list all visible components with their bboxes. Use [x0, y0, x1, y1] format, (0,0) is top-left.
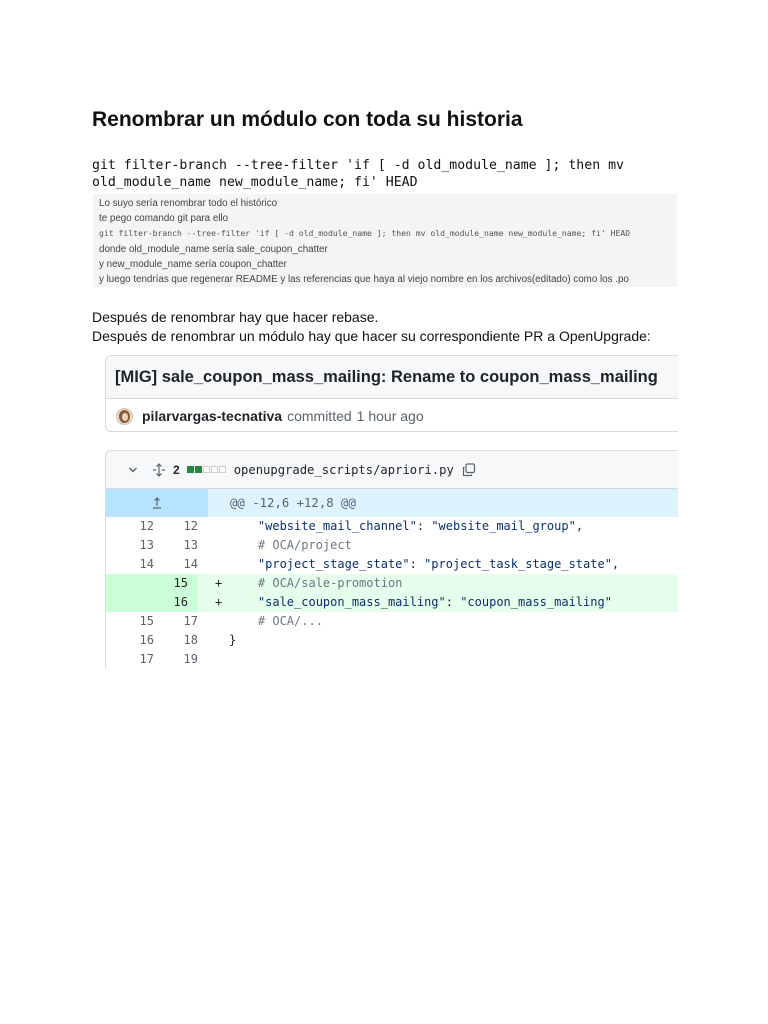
chat-line-code: git filter-branch --tree-filter 'if [ -d old_module_name ]; then mv old_module_name new_module_name; fi' HEAD — [99, 228, 631, 239]
diff-sign — [215, 650, 229, 668]
code-line: "sale_coupon_mass_mailing": "coupon_mass_mailing" — [257, 595, 612, 609]
change-count: 2 — [173, 462, 180, 477]
command-line: old_module_name new_module_name; fi' HEAD — [92, 175, 418, 190]
old-line-number[interactable]: 15 — [139, 614, 154, 628]
diff-sign: + — [215, 576, 223, 590]
hunk-range: @@ -12,6 +12,8 @@ — [230, 496, 356, 510]
committed-label: committed — [287, 408, 352, 424]
old-line-number[interactable]: 16 — [139, 633, 154, 647]
diff-line — [106, 612, 678, 631]
expand-up-button[interactable] — [106, 489, 208, 517]
new-line-number[interactable]: 13 — [183, 538, 198, 552]
diff-file-header — [106, 451, 678, 489]
old-line-number[interactable]: 17 — [139, 652, 154, 666]
new-line-number[interactable]: 18 — [183, 633, 198, 647]
body-text — [92, 308, 712, 345]
paragraph: Después de renombrar hay que hacer rebase. — [92, 309, 379, 325]
code-line: } — [229, 633, 237, 647]
new-line-number[interactable]: 19 — [183, 652, 198, 666]
diff-sign — [215, 612, 229, 631]
commit-card — [105, 355, 678, 432]
diff-line-added — [106, 593, 678, 612]
code-line: "website_mail_channel": "website_mail_group", — [257, 519, 584, 533]
diff-sign — [215, 555, 229, 574]
new-line-number[interactable]: 12 — [183, 519, 198, 533]
new-line-number[interactable]: 16 — [154, 593, 198, 612]
diff-line — [106, 536, 678, 555]
diff-sign — [215, 631, 229, 650]
hunk-header — [106, 489, 678, 517]
diff-line — [106, 517, 678, 536]
commit-author[interactable]: pilarvargas-tecnativa — [142, 408, 283, 424]
new-line-number[interactable]: 15 — [154, 574, 198, 593]
old-line-number[interactable] — [106, 593, 154, 612]
chat-line: Lo suyo sería renombrar todo el histórico — [99, 198, 278, 209]
avatar[interactable] — [116, 408, 133, 425]
chat-screenshot — [93, 194, 677, 287]
expand-up-icon — [150, 496, 164, 510]
chat-line: te pego comando git para ello — [99, 213, 229, 225]
old-line-number[interactable]: 13 — [139, 538, 154, 552]
diff-lines — [106, 517, 678, 668]
old-line-number[interactable]: 12 — [139, 519, 154, 533]
diff-file — [105, 450, 678, 668]
diff-sign — [215, 536, 229, 555]
paragraph: Después de renombrar un módulo hay que hacer su correspondiente PR a OpenUpgrade: — [92, 327, 651, 344]
commit-title[interactable]: [MIG] sale_coupon_mass_mailing: Rename to coupon_mass_mailing — [106, 356, 678, 399]
file-name[interactable]: openupgrade_scripts/apriori.py — [233, 462, 454, 477]
code-line: # OCA/project — [257, 538, 352, 552]
diff-sign: + — [215, 595, 223, 609]
command-block — [92, 157, 682, 191]
old-line-number[interactable]: 14 — [139, 557, 154, 571]
command-line: git filter-branch --tree-filter 'if [ -d old_module_name ]; then mv — [92, 158, 624, 173]
commit-meta — [106, 399, 678, 432]
chat-line: y luego tendrías que regenerar README y las referencias que haya al viejo nombre en los archivos(editado) como los .po — [99, 274, 629, 286]
unfold-icon[interactable] — [152, 463, 166, 477]
diff-line — [106, 631, 678, 650]
old-line-number[interactable] — [106, 574, 154, 593]
new-line-number[interactable]: 17 — [183, 614, 198, 628]
new-line-number[interactable]: 14 — [183, 557, 198, 571]
diff-sign — [215, 517, 229, 536]
chat-line: donde old_module_name sería sale_coupon_chatter — [99, 243, 328, 255]
diff-line — [106, 555, 678, 574]
chevron-down-icon[interactable] — [128, 465, 138, 475]
diffstat-blocks — [187, 466, 226, 473]
diff-line-added — [106, 574, 678, 593]
page-title: Renombrar un módulo con toda su historia — [92, 108, 523, 131]
chat-line: y new_module_name sería coupon_chatter — [99, 258, 287, 270]
copy-icon[interactable] — [462, 463, 476, 477]
code-line: # OCA/... — [257, 614, 323, 628]
commit-time[interactable]: 1 hour ago — [356, 408, 424, 424]
code-line: # OCA/sale-promotion — [257, 576, 403, 590]
code-line: "project_stage_state": "project_task_stage_state", — [257, 557, 620, 571]
diff-line — [106, 650, 678, 668]
